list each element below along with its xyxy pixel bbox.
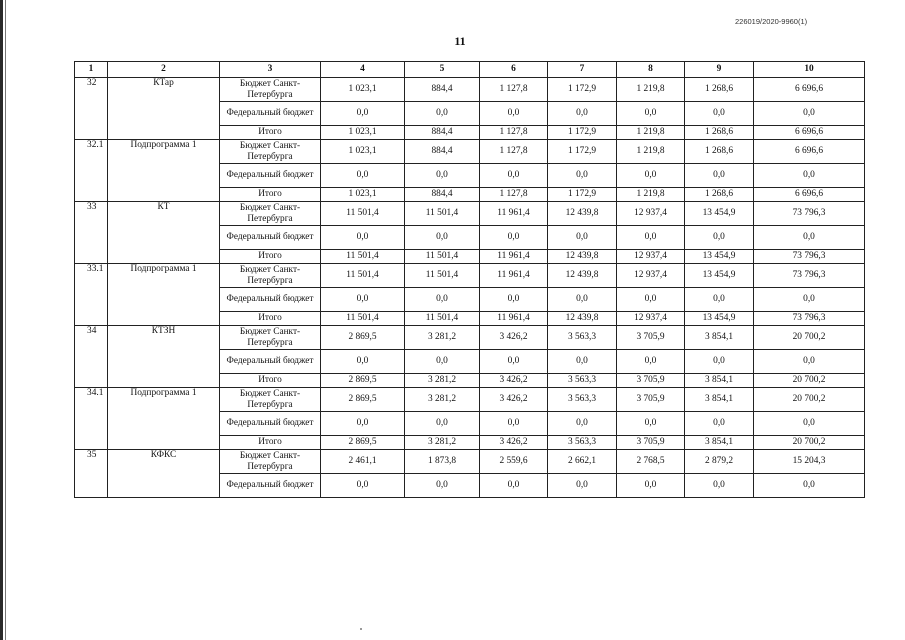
- row-name: Подпрограмма 1: [108, 140, 220, 202]
- value-cell: 0,0: [405, 474, 480, 498]
- value-cell: 11 961,4: [480, 250, 548, 264]
- value-cell: 3 281,2: [405, 326, 480, 350]
- value-cell: 0,0: [321, 226, 405, 250]
- value-cell: 3 854,1: [685, 388, 754, 412]
- column-header-9: 9: [685, 62, 754, 78]
- table-row: [75, 326, 865, 350]
- value-cell: 1 873,8: [405, 450, 480, 474]
- value-cell: 0,0: [405, 288, 480, 312]
- value-cell: 0,0: [685, 226, 754, 250]
- value-cell: 73 796,3: [754, 264, 865, 288]
- value-cell: 3 426,2: [480, 374, 548, 388]
- value-cell: 1 219,8: [617, 126, 685, 140]
- table-row: [75, 140, 865, 164]
- value-cell: 0,0: [617, 102, 685, 126]
- value-cell: 1 023,1: [321, 78, 405, 102]
- value-cell: 2 662,1: [548, 450, 617, 474]
- value-cell: 12 937,4: [617, 250, 685, 264]
- value-cell: 1 127,8: [480, 188, 548, 202]
- scan-edge-line: [5, 0, 6, 640]
- value-cell: 11 961,4: [480, 202, 548, 226]
- value-cell: 0,0: [548, 226, 617, 250]
- funding-source: Федеральный бюджет: [220, 164, 321, 188]
- row-index: 34.1: [75, 388, 108, 450]
- value-cell: 3 705,9: [617, 326, 685, 350]
- value-cell: 1 219,8: [617, 140, 685, 164]
- value-cell: 3 854,1: [685, 374, 754, 388]
- value-cell: 20 700,2: [754, 436, 865, 450]
- value-cell: 0,0: [754, 350, 865, 374]
- value-cell: 1 023,1: [321, 140, 405, 164]
- row-index: 32: [75, 78, 108, 140]
- table-row: [75, 202, 865, 226]
- column-header-8: 8: [617, 62, 685, 78]
- value-cell: 884,4: [405, 188, 480, 202]
- funding-source: Итого: [220, 250, 321, 264]
- value-cell: 0,0: [321, 164, 405, 188]
- value-cell: 73 796,3: [754, 312, 865, 326]
- column-header-6: 6: [480, 62, 548, 78]
- value-cell: 0,0: [754, 102, 865, 126]
- table-row: [75, 450, 865, 474]
- value-cell: 0,0: [405, 164, 480, 188]
- value-cell: 3 563,3: [548, 326, 617, 350]
- funding-source: Федеральный бюджет: [220, 412, 321, 436]
- value-cell: 0,0: [480, 350, 548, 374]
- value-cell: 3 281,2: [405, 436, 480, 450]
- row-name: КТЗН: [108, 326, 220, 388]
- value-cell: 0,0: [480, 412, 548, 436]
- value-cell: 3 705,9: [617, 388, 685, 412]
- value-cell: 0,0: [617, 412, 685, 436]
- value-cell: 13 454,9: [685, 312, 754, 326]
- value-cell: 2 869,5: [321, 374, 405, 388]
- table-row: [75, 388, 865, 412]
- column-header-7: 7: [548, 62, 617, 78]
- value-cell: 0,0: [480, 102, 548, 126]
- value-cell: 1 023,1: [321, 126, 405, 140]
- budget-table: [74, 61, 865, 498]
- value-cell: 2 879,2: [685, 450, 754, 474]
- value-cell: 1 127,8: [480, 78, 548, 102]
- value-cell: 1 268,6: [685, 188, 754, 202]
- value-cell: 0,0: [685, 412, 754, 436]
- row-name: КТ: [108, 202, 220, 264]
- column-header-10: 10: [754, 62, 865, 78]
- value-cell: 1 172,9: [548, 78, 617, 102]
- value-cell: 884,4: [405, 78, 480, 102]
- value-cell: 73 796,3: [754, 202, 865, 226]
- value-cell: 13 454,9: [685, 250, 754, 264]
- value-cell: 2 461,1: [321, 450, 405, 474]
- value-cell: 12 439,8: [548, 264, 617, 288]
- column-header-2: 2: [108, 62, 220, 78]
- value-cell: 12 439,8: [548, 202, 617, 226]
- value-cell: 0,0: [617, 164, 685, 188]
- value-cell: 12 937,4: [617, 264, 685, 288]
- value-cell: 0,0: [405, 412, 480, 436]
- funding-source: Бюджет Санкт-Петербурга: [220, 202, 321, 226]
- value-cell: 11 501,4: [321, 264, 405, 288]
- value-cell: 3 854,1: [685, 326, 754, 350]
- value-cell: 0,0: [617, 226, 685, 250]
- funding-source: Федеральный бюджет: [220, 102, 321, 126]
- value-cell: 12 937,4: [617, 312, 685, 326]
- value-cell: 0,0: [321, 412, 405, 436]
- value-cell: 1 268,6: [685, 126, 754, 140]
- row-index: 33: [75, 202, 108, 264]
- value-cell: 2 869,5: [321, 388, 405, 412]
- value-cell: 11 501,4: [405, 250, 480, 264]
- value-cell: 1 172,9: [548, 126, 617, 140]
- value-cell: 0,0: [754, 288, 865, 312]
- value-cell: 13 454,9: [685, 202, 754, 226]
- value-cell: 11 501,4: [321, 202, 405, 226]
- table-row: [75, 78, 865, 102]
- funding-source: Бюджет Санкт-Петербурга: [220, 388, 321, 412]
- value-cell: 1 127,8: [480, 140, 548, 164]
- value-cell: 11 961,4: [480, 264, 548, 288]
- value-cell: 2 768,5: [617, 450, 685, 474]
- value-cell: 1 268,6: [685, 78, 754, 102]
- funding-source: Итого: [220, 374, 321, 388]
- value-cell: 6 696,6: [754, 126, 865, 140]
- row-index: 33.1: [75, 264, 108, 326]
- value-cell: 0,0: [548, 474, 617, 498]
- table-body: [75, 62, 865, 498]
- value-cell: 0,0: [754, 226, 865, 250]
- funding-source: Федеральный бюджет: [220, 226, 321, 250]
- table-header-row: [75, 62, 865, 78]
- value-cell: 3 426,2: [480, 436, 548, 450]
- value-cell: 11 501,4: [405, 202, 480, 226]
- scan-speck: [360, 628, 362, 630]
- row-name: Подпрограмма 1: [108, 264, 220, 326]
- value-cell: 0,0: [321, 474, 405, 498]
- value-cell: 20 700,2: [754, 388, 865, 412]
- column-header-5: 5: [405, 62, 480, 78]
- value-cell: 0,0: [685, 288, 754, 312]
- value-cell: 0,0: [617, 288, 685, 312]
- value-cell: 20 700,2: [754, 326, 865, 350]
- row-index: 34: [75, 326, 108, 388]
- value-cell: 0,0: [548, 412, 617, 436]
- value-cell: 1 172,9: [548, 188, 617, 202]
- value-cell: 1 127,8: [480, 126, 548, 140]
- value-cell: 6 696,6: [754, 188, 865, 202]
- value-cell: 6 696,6: [754, 78, 865, 102]
- value-cell: 0,0: [685, 474, 754, 498]
- value-cell: 15 204,3: [754, 450, 865, 474]
- scan-edge: [0, 0, 3, 640]
- value-cell: 12 439,8: [548, 250, 617, 264]
- value-cell: 0,0: [405, 226, 480, 250]
- funding-source: Бюджет Санкт-Петербурга: [220, 78, 321, 102]
- value-cell: 0,0: [617, 350, 685, 374]
- value-cell: 0,0: [480, 226, 548, 250]
- value-cell: 73 796,3: [754, 250, 865, 264]
- value-cell: 884,4: [405, 140, 480, 164]
- funding-source: Итого: [220, 126, 321, 140]
- column-header-3: 3: [220, 62, 321, 78]
- value-cell: 0,0: [480, 164, 548, 188]
- funding-source: Итого: [220, 312, 321, 326]
- value-cell: 0,0: [405, 350, 480, 374]
- value-cell: 11 961,4: [480, 312, 548, 326]
- value-cell: 3 426,2: [480, 388, 548, 412]
- value-cell: 11 501,4: [321, 312, 405, 326]
- value-cell: 3 281,2: [405, 388, 480, 412]
- funding-source: Бюджет Санкт-Петербурга: [220, 140, 321, 164]
- value-cell: 3 563,3: [548, 436, 617, 450]
- value-cell: 0,0: [321, 350, 405, 374]
- table-row: [75, 264, 865, 288]
- value-cell: 3 563,3: [548, 388, 617, 412]
- value-cell: 1 172,9: [548, 140, 617, 164]
- value-cell: 3 705,9: [617, 436, 685, 450]
- row-index: 35: [75, 450, 108, 498]
- value-cell: 0,0: [685, 164, 754, 188]
- funding-source: Бюджет Санкт-Петербурга: [220, 326, 321, 350]
- value-cell: 11 501,4: [321, 250, 405, 264]
- value-cell: 884,4: [405, 126, 480, 140]
- value-cell: 0,0: [754, 474, 865, 498]
- value-cell: 3 281,2: [405, 374, 480, 388]
- value-cell: 0,0: [321, 102, 405, 126]
- value-cell: 0,0: [685, 350, 754, 374]
- value-cell: 1 219,8: [617, 78, 685, 102]
- value-cell: 1 268,6: [685, 140, 754, 164]
- value-cell: 0,0: [548, 288, 617, 312]
- value-cell: 0,0: [754, 412, 865, 436]
- value-cell: 11 501,4: [405, 264, 480, 288]
- column-header-1: 1: [75, 62, 108, 78]
- value-cell: 1 023,1: [321, 188, 405, 202]
- value-cell: 0,0: [548, 164, 617, 188]
- value-cell: 0,0: [405, 102, 480, 126]
- document-number: 226019/2020-9960(1): [735, 17, 808, 26]
- value-cell: 0,0: [548, 102, 617, 126]
- value-cell: 3 426,2: [480, 326, 548, 350]
- row-index: 32.1: [75, 140, 108, 202]
- value-cell: 0,0: [754, 164, 865, 188]
- row-name: КТар: [108, 78, 220, 140]
- value-cell: 3 705,9: [617, 374, 685, 388]
- funding-source: Федеральный бюджет: [220, 474, 321, 498]
- column-header-4: 4: [321, 62, 405, 78]
- value-cell: 11 501,4: [405, 312, 480, 326]
- value-cell: 2 869,5: [321, 326, 405, 350]
- page-number: 11: [454, 34, 466, 48]
- funding-source: Федеральный бюджет: [220, 288, 321, 312]
- row-name: КФКС: [108, 450, 220, 498]
- value-cell: 6 696,6: [754, 140, 865, 164]
- value-cell: 3 563,3: [548, 374, 617, 388]
- funding-source: Бюджет Санкт-Петербурга: [220, 264, 321, 288]
- value-cell: 1 219,8: [617, 188, 685, 202]
- value-cell: 20 700,2: [754, 374, 865, 388]
- row-name: Подпрограмма 1: [108, 388, 220, 450]
- value-cell: 0,0: [617, 474, 685, 498]
- value-cell: 12 439,8: [548, 312, 617, 326]
- value-cell: 3 854,1: [685, 436, 754, 450]
- value-cell: 0,0: [685, 102, 754, 126]
- value-cell: 12 937,4: [617, 202, 685, 226]
- value-cell: 0,0: [480, 474, 548, 498]
- funding-source: Федеральный бюджет: [220, 350, 321, 374]
- value-cell: 2 559,6: [480, 450, 548, 474]
- funding-source: Итого: [220, 188, 321, 202]
- funding-source: Итого: [220, 436, 321, 450]
- value-cell: 13 454,9: [685, 264, 754, 288]
- value-cell: 0,0: [480, 288, 548, 312]
- funding-source: Бюджет Санкт-Петербурга: [220, 450, 321, 474]
- value-cell: 0,0: [548, 350, 617, 374]
- value-cell: 0,0: [321, 288, 405, 312]
- value-cell: 2 869,5: [321, 436, 405, 450]
